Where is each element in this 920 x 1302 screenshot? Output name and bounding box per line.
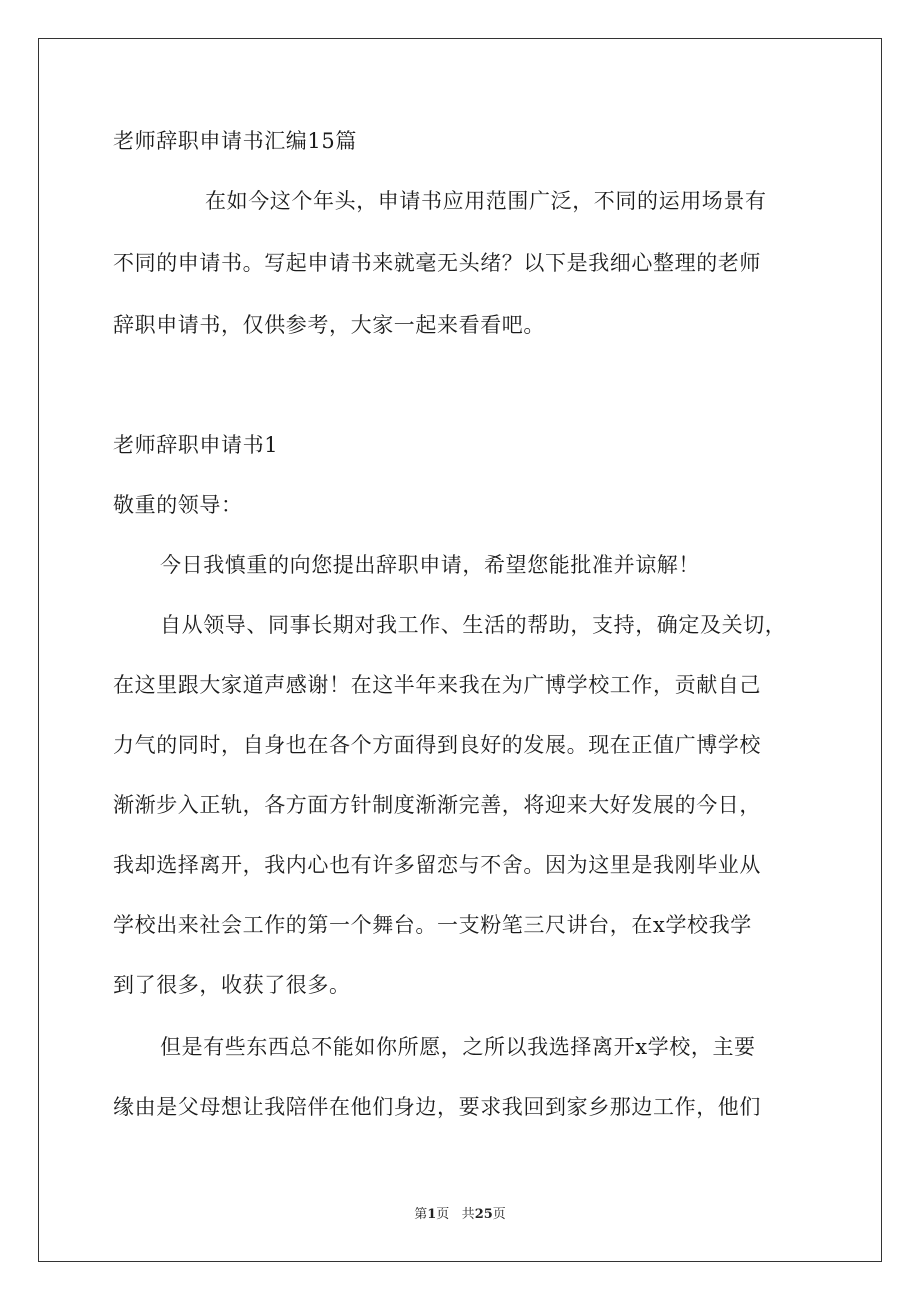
footer-page-number: 1 bbox=[427, 1207, 437, 1222]
intro-line: 辞职申请书，仅供参考，大家一起来看看吧。 bbox=[113, 313, 545, 337]
intro-line: 在如今这个年头，申请书应用范围广泛，不同的运用场景有 bbox=[205, 189, 767, 213]
paragraph-line: 学校出来社会工作的第一个舞台。一支粉笔三尺讲台，在x学校我学 bbox=[113, 913, 752, 937]
paragraph-line: 我却选择离开，我内心也有许多留恋与不舍。因为这里是我刚毕业从 bbox=[113, 853, 761, 877]
document-title: 老师辞职申请书汇编15篇 bbox=[113, 129, 357, 153]
paragraph-line: 在这里跟大家道声感谢！在这半年来我在为广博学校工作，贡献自己 bbox=[113, 673, 761, 697]
footer-page-suffix: 页 bbox=[436, 1207, 450, 1222]
paragraph-line: 但是有些东西总不能如你所愿，之所以我选择离开x学校，主要 bbox=[160, 1035, 756, 1059]
paragraph-line: 自从领导、同事长期对我工作、生活的帮助，支持，确定及关切， bbox=[160, 613, 787, 637]
paragraph-line: 缘由是父母想让我陪伴在他们身边，要求我回到家乡那边工作，他们 bbox=[113, 1095, 761, 1119]
page-footer bbox=[0, 1206, 920, 1224]
paragraph-line: 力气的同时，自身也在各个方面得到良好的发展。现在正值广博学校 bbox=[113, 733, 761, 757]
footer-total-prefix: 共 bbox=[461, 1207, 475, 1222]
paragraph-line: 今日我慎重的向您提出辞职申请，希望您能批准并谅解！ bbox=[160, 553, 700, 577]
paragraph-line: 到了很多，收获了很多。 bbox=[113, 973, 351, 997]
section-heading: 老师辞职申请书1 bbox=[113, 433, 279, 457]
intro-line: 不同的申请书。写起申请书来就毫无头绪？以下是我细心整理的老师 bbox=[113, 251, 761, 275]
page-border bbox=[38, 38, 882, 1262]
paragraph-line: 渐渐步入正轨，各方面方针制度渐渐完善，将迎来大好发展的今日， bbox=[113, 793, 761, 817]
footer-page-prefix: 第 bbox=[414, 1207, 428, 1222]
footer-total-pages: 25 bbox=[474, 1207, 493, 1222]
salutation: 敬重的领导： bbox=[113, 493, 243, 517]
footer-total-suffix: 页 bbox=[492, 1207, 506, 1222]
